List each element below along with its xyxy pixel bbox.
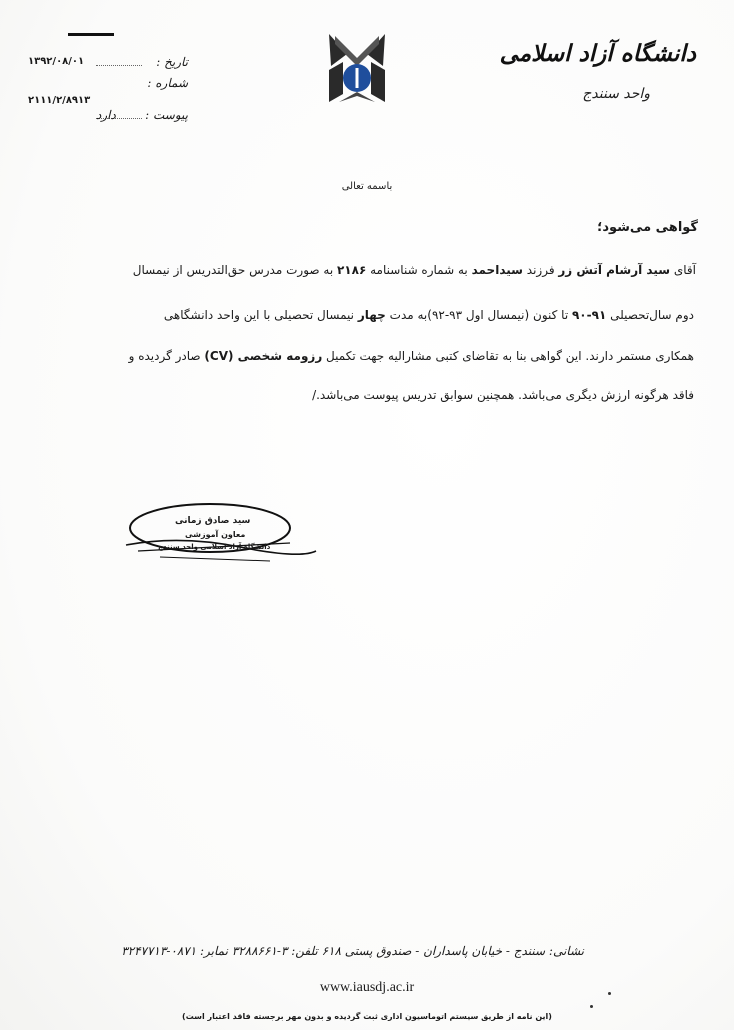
number-label-field — [28, 76, 188, 92]
signatory-unit: دانشگاه آزاد اسلامی واحد سنندج — [158, 543, 271, 551]
signatory-name: سید صادق زمانی — [175, 516, 251, 526]
footer-website: www.iausdj.ac.ir — [319, 980, 415, 995]
attachment-value: دارد — [96, 108, 116, 122]
university-name: دانشگاه آزاد اسلامی — [499, 40, 696, 67]
body-line-2: دوم سال‌تحصیلی ۹۱-۹۰ تا کنون (نیمسال اول ۹۳-۹۲)به مدت چهار نیمسال تحصیلی با این واحد دانشگاهی — [163, 308, 694, 322]
date-label: تاریخ : — [156, 55, 188, 69]
university-branch: واحد سنندج — [582, 86, 650, 102]
university-logo-icon — [325, 32, 389, 132]
ink-dot — [590, 1005, 593, 1008]
footer-note: (این نامه از طریق سیستم اتوماسیون اداری ثبت گردیده و بدون مهر برجسته فاقد اعتبار است) — [182, 1012, 552, 1021]
date-field — [28, 55, 188, 71]
body-line-3: همکاری مستمر دارند. این گواهی بنا به تقاضای کتبی مشارالیه جهت تکمیل رزومه شخصی (CV) صادر گردیده و — [128, 349, 694, 363]
date-value: ۱۳۹۲/۰۸/۰۱ — [28, 56, 85, 67]
footer-address: نشانی: سنندج - خیابان پاسداران - صندوق پستی ۶۱۸ تلفن: ۳-۳۲۸۸۶۶۱ نمابر: ۰۸۷۱-۳۲۴۷۷۱۳ — [121, 944, 584, 958]
header-rule — [68, 33, 114, 36]
attachment-field — [28, 108, 188, 124]
certificate-heading: گواهی می‌شود؛ — [597, 220, 698, 235]
ink-dot — [608, 992, 611, 995]
invocation: باسمه تعالی — [341, 181, 393, 192]
number-value: ۲۱۱۱/۲/۸۹۱۳ — [28, 95, 91, 106]
body-line-4: فاقد هرگونه ارزش دیگری می‌باشد. همچنین سوابق تدریس پیوست می‌باشد./ — [312, 388, 694, 402]
signatory-role: معاون آموزشی — [185, 530, 246, 539]
attachment-label: پیوست : — [145, 108, 188, 122]
body-line-1: آقای سید آرشام آتش زر فرزند سیداحمد به شماره شناسنامه ۲۱۸۶ به صورت مدرس حق‌التدریس از نیمسال — [132, 263, 696, 277]
number-label: شماره : — [147, 76, 188, 90]
